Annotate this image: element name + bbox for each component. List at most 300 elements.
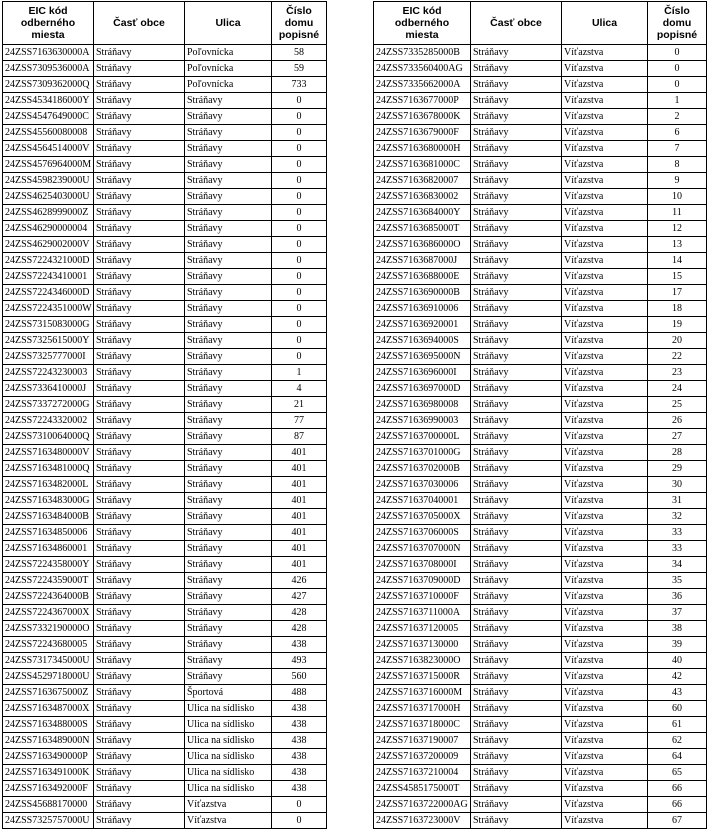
eic-code-cell: 24ZSS7163716000M — [374, 685, 471, 701]
eic-code-cell: 24ZSS7163678000K — [374, 109, 471, 125]
eic-code-cell: 24ZSS4628999000Z — [3, 205, 94, 221]
eic-code-cell: 24ZSS7163705000X — [374, 509, 471, 525]
cast-obce-cell: Stráňavy — [471, 413, 562, 429]
eic-code-cell: 24ZSS7325777000I — [3, 349, 94, 365]
cislo-domu-cell: 0 — [272, 173, 327, 189]
cislo-domu-cell: 0 — [272, 285, 327, 301]
header-eic-line-1: EIC kód — [402, 5, 442, 17]
ulica-cell: Stráňavy — [185, 189, 272, 205]
cislo-domu-cell: 29 — [648, 461, 707, 477]
cast-obce-cell: Stráňavy — [471, 269, 562, 285]
cast-obce-cell: Stráňavy — [471, 749, 562, 765]
cislo-domu-cell: 0 — [272, 189, 327, 205]
table-row — [3, 253, 327, 269]
cast-obce-cell: Stráňavy — [471, 493, 562, 509]
ulica-cell: Víťazstva — [562, 125, 648, 141]
cislo-domu-cell: 6 — [648, 125, 707, 141]
eic-code-cell: 24ZSS7335662000A — [374, 77, 471, 93]
eic-code-cell: 24ZSS7163695000N — [374, 349, 471, 365]
table-row — [374, 797, 707, 813]
eic-code-cell: 24ZSS7163717000H — [374, 701, 471, 717]
eic-code-cell: 24ZSS7163484000B — [3, 509, 94, 525]
cast-obce-cell: Stráňavy — [471, 61, 562, 77]
table-row — [374, 765, 707, 781]
ulica-cell: Stráňavy — [185, 317, 272, 333]
table-row — [3, 109, 327, 125]
header-eic-code — [374, 2, 471, 45]
cislo-domu-cell: 87 — [272, 429, 327, 445]
cast-obce-cell: Stráňavy — [471, 621, 562, 637]
cislo-domu-cell: 65 — [648, 765, 707, 781]
cast-obce-cell: Stráňavy — [94, 461, 185, 477]
cislo-domu-cell: 62 — [648, 733, 707, 749]
cast-obce-cell: Stráňavy — [471, 765, 562, 781]
table-row — [374, 573, 707, 589]
table-body-left — [3, 45, 327, 829]
eic-code-cell: 24ZSS7163675000Z — [3, 685, 94, 701]
table-row — [3, 173, 327, 189]
ulica-cell: Stráňavy — [185, 285, 272, 301]
ulica-cell: Víťazstva — [562, 349, 648, 365]
table-row — [3, 269, 327, 285]
table-row — [3, 509, 327, 525]
ulica-cell: Stráňavy — [185, 573, 272, 589]
cast-obce-cell: Stráňavy — [94, 109, 185, 125]
ulica-cell: Víťazstva — [562, 269, 648, 285]
cislo-domu-cell: 438 — [272, 765, 327, 781]
cislo-domu-cell: 64 — [648, 749, 707, 765]
ulica-cell: Víťazstva — [562, 445, 648, 461]
cast-obce-cell: Stráňavy — [471, 349, 562, 365]
ulica-cell: Stráňavy — [185, 461, 272, 477]
eic-code-cell: 24ZSS71637130000 — [374, 637, 471, 653]
cislo-domu-cell: 38 — [648, 621, 707, 637]
ulica-cell: Stráňavy — [185, 525, 272, 541]
cislo-domu-cell: 0 — [272, 109, 327, 125]
eic-code-cell: 24ZSS45560080008 — [3, 125, 94, 141]
table-header-row — [374, 2, 707, 45]
table-row — [3, 765, 327, 781]
ulica-cell: Víťazstva — [185, 797, 272, 813]
ulica-cell: Stráňavy — [185, 269, 272, 285]
eic-code-cell: 24ZSS72243410001 — [3, 269, 94, 285]
eic-code-cell: 24ZSS7163488000S — [3, 717, 94, 733]
ulica-cell: Víťazstva — [562, 621, 648, 637]
cislo-domu-cell: 493 — [272, 653, 327, 669]
cast-obce-cell: Stráňavy — [94, 365, 185, 381]
table-row — [3, 669, 327, 685]
eic-table-left — [2, 1, 327, 829]
ulica-cell: Víťazstva — [562, 317, 648, 333]
ulica-cell: Víťazstva — [562, 589, 648, 605]
ulica-cell: Víťazstva — [562, 525, 648, 541]
cast-obce-cell: Stráňavy — [471, 109, 562, 125]
cast-obce-cell: Stráňavy — [94, 477, 185, 493]
eic-code-cell: 24ZSS4629002000V — [3, 237, 94, 253]
eic-code-cell: 24ZSS7163490000P — [3, 749, 94, 765]
table-row — [374, 557, 707, 573]
table-row — [374, 509, 707, 525]
ulica-cell: Víťazstva — [562, 701, 648, 717]
ulica-cell: Víťazstva — [562, 637, 648, 653]
cast-obce-cell: Stráňavy — [94, 797, 185, 813]
cislo-domu-cell: 13 — [648, 237, 707, 253]
eic-code-cell: 24ZSS7315083000G — [3, 317, 94, 333]
eic-code-cell: 24ZSS7317345000U — [3, 653, 94, 669]
ulica-cell: Stráňavy — [185, 221, 272, 237]
eic-code-cell: 24ZSS7337272000G — [3, 397, 94, 413]
ulica-cell: Víťazstva — [562, 173, 648, 189]
eic-code-cell: 24ZSS7163630000A — [3, 45, 94, 61]
table-row — [374, 701, 707, 717]
ulica-cell: Víťazstva — [562, 493, 648, 509]
cislo-domu-cell: 401 — [272, 445, 327, 461]
eic-code-cell: 24ZSS7163708000I — [374, 557, 471, 573]
ulica-cell: Poľovnícka — [185, 61, 272, 77]
cislo-domu-cell: 33 — [648, 541, 707, 557]
eic-code-cell: 24ZSS7163680000H — [374, 141, 471, 157]
table-row — [3, 365, 327, 381]
cislo-domu-cell: 401 — [272, 477, 327, 493]
cast-obce-cell: Stráňavy — [471, 253, 562, 269]
cast-obce-cell: Stráňavy — [471, 637, 562, 653]
table-row — [374, 477, 707, 493]
ulica-cell: Víťazstva — [562, 333, 648, 349]
ulica-cell: Víťazstva — [562, 733, 648, 749]
cast-obce-cell: Stráňavy — [94, 205, 185, 221]
table-row — [3, 621, 327, 637]
cast-obce-cell: Stráňavy — [471, 541, 562, 557]
table-row — [374, 333, 707, 349]
cast-obce-cell: Stráňavy — [471, 157, 562, 173]
cislo-domu-cell: 0 — [272, 301, 327, 317]
eic-code-cell: 24ZSS4576964000M — [3, 157, 94, 173]
ulica-cell: Stráňavy — [185, 413, 272, 429]
eic-code-cell: 24ZSS4534186000Y — [3, 93, 94, 109]
cislo-domu-cell: 1 — [272, 365, 327, 381]
ulica-cell: Víťazstva — [562, 813, 648, 829]
cast-obce-cell: Stráňavy — [94, 509, 185, 525]
cast-obce-cell: Stráňavy — [471, 365, 562, 381]
eic-code-cell: 24ZSS7163715000R — [374, 669, 471, 685]
cast-obce-cell: Stráňavy — [94, 573, 185, 589]
ulica-cell: Víťazstva — [562, 93, 648, 109]
table-row — [374, 125, 707, 141]
cast-obce-cell: Stráňavy — [94, 173, 185, 189]
eic-code-cell: 24ZSS7163482000L — [3, 477, 94, 493]
table-row — [3, 797, 327, 813]
cislo-domu-cell: 0 — [272, 93, 327, 109]
eic-code-cell: 24ZSS71636990003 — [374, 413, 471, 429]
ulica-cell: Víťazstva — [185, 813, 272, 829]
cast-obce-cell: Stráňavy — [471, 141, 562, 157]
cislo-domu-cell: 1 — [648, 93, 707, 109]
cislo-domu-cell: 77 — [272, 413, 327, 429]
ulica-cell: Ulica na sídlisko — [185, 765, 272, 781]
ulica-cell: Víťazstva — [562, 669, 648, 685]
cislo-domu-cell: 40 — [648, 653, 707, 669]
table-row — [374, 525, 707, 541]
cislo-domu-cell: 43 — [648, 685, 707, 701]
cislo-domu-cell: 23 — [648, 365, 707, 381]
ulica-cell: Víťazstva — [562, 541, 648, 557]
cislo-domu-cell: 733 — [272, 77, 327, 93]
table-row — [374, 349, 707, 365]
header-eic-line-3: miesta — [405, 29, 439, 41]
cislo-domu-cell: 42 — [648, 669, 707, 685]
cislo-domu-cell: 401 — [272, 509, 327, 525]
cislo-domu-cell: 0 — [272, 221, 327, 237]
cast-obce-cell: Stráňavy — [94, 189, 185, 205]
cast-obce-cell: Stráňavy — [471, 285, 562, 301]
table-row — [3, 445, 327, 461]
header-cislo-domu — [648, 2, 707, 45]
ulica-cell: Víťazstva — [562, 429, 648, 445]
cast-obce-cell: Stráňavy — [471, 205, 562, 221]
ulica-cell: Stráňavy — [185, 349, 272, 365]
table-row — [3, 461, 327, 477]
eic-code-cell: 24ZSS7163700000L — [374, 429, 471, 445]
cislo-domu-cell: 560 — [272, 669, 327, 685]
cislo-domu-cell: 18 — [648, 301, 707, 317]
eic-code-cell: 24ZSS7325615000Y — [3, 333, 94, 349]
ulica-cell: Stráňavy — [185, 141, 272, 157]
table-row — [374, 653, 707, 669]
ulica-cell: Stráňavy — [185, 493, 272, 509]
eic-code-cell: 24ZSS7163480000V — [3, 445, 94, 461]
table-row — [374, 269, 707, 285]
ulica-cell: Stráňavy — [185, 173, 272, 189]
ulica-cell: Stráňavy — [185, 109, 272, 125]
cislo-domu-cell: 401 — [272, 525, 327, 541]
cislo-domu-cell: 0 — [272, 253, 327, 269]
table-row — [3, 189, 327, 205]
table-row — [374, 461, 707, 477]
ulica-cell: Stráňavy — [185, 397, 272, 413]
eic-code-cell: 24ZSS7163489000N — [3, 733, 94, 749]
cislo-domu-cell: 19 — [648, 317, 707, 333]
eic-code-cell: 24ZSS4625403000U — [3, 189, 94, 205]
ulica-cell: Víťazstva — [562, 477, 648, 493]
ulica-cell: Víťazstva — [562, 301, 648, 317]
ulica-cell: Stráňavy — [185, 157, 272, 173]
table-row — [3, 429, 327, 445]
eic-code-cell: 24ZSS7163487000X — [3, 701, 94, 717]
cast-obce-cell: Stráňavy — [94, 45, 185, 61]
cast-obce-cell: Stráňavy — [94, 493, 185, 509]
ulica-cell: Víťazstva — [562, 717, 648, 733]
header-cislo-line-3: popisné — [656, 29, 698, 41]
cast-obce-cell: Stráňavy — [94, 429, 185, 445]
eic-code-cell: 24ZSS7224351000W — [3, 301, 94, 317]
cislo-domu-cell: 66 — [648, 797, 707, 813]
table-row — [374, 221, 707, 237]
header-cislo-line-2: domu — [662, 17, 692, 29]
table-row — [3, 301, 327, 317]
table-row — [374, 669, 707, 685]
cislo-domu-cell: 25 — [648, 397, 707, 413]
cast-obce-cell: Stráňavy — [471, 381, 562, 397]
cislo-domu-cell: 30 — [648, 477, 707, 493]
eic-code-cell: 24ZSS7163711000A — [374, 605, 471, 621]
cislo-domu-cell: 12 — [648, 221, 707, 237]
header-eic-line-2: odberného — [20, 17, 76, 29]
table-row — [374, 589, 707, 605]
cislo-domu-cell: 0 — [648, 61, 707, 77]
ulica-cell: Stráňavy — [185, 669, 272, 685]
cast-obce-cell: Stráňavy — [94, 653, 185, 669]
ulica-cell: Stráňavy — [185, 653, 272, 669]
cast-obce-cell: Stráňavy — [471, 125, 562, 141]
cast-obce-cell: Stráňavy — [94, 61, 185, 77]
eic-code-cell: 24ZSS7224321000D — [3, 253, 94, 269]
eic-code-cell: 24ZSS7163687000J — [374, 253, 471, 269]
cast-obce-cell: Stráňavy — [471, 525, 562, 541]
cislo-domu-cell: 0 — [272, 237, 327, 253]
ulica-cell: Stráňavy — [185, 365, 272, 381]
eic-code-cell: 24ZSS7163718000C — [374, 717, 471, 733]
cislo-domu-cell: 0 — [272, 269, 327, 285]
cislo-domu-cell: 36 — [648, 589, 707, 605]
ulica-cell: Poľovnícka — [185, 45, 272, 61]
cast-obce-cell: Stráňavy — [94, 413, 185, 429]
cast-obce-cell: Stráňavy — [94, 349, 185, 365]
eic-code-cell: 24ZSS7163483000G — [3, 493, 94, 509]
cislo-domu-cell: 0 — [272, 157, 327, 173]
cislo-domu-cell: 426 — [272, 573, 327, 589]
cast-obce-cell: Stráňavy — [94, 93, 185, 109]
cislo-domu-cell: 10 — [648, 189, 707, 205]
eic-code-cell: 24ZSS71636920001 — [374, 317, 471, 333]
cislo-domu-cell: 0 — [272, 349, 327, 365]
eic-table-right — [373, 1, 707, 829]
table-row — [374, 189, 707, 205]
table-row — [374, 285, 707, 301]
eic-code-cell: 24ZSS7163690000B — [374, 285, 471, 301]
eic-code-cell: 24ZSS7224367000X — [3, 605, 94, 621]
eic-code-cell: 24ZSS7163685000T — [374, 221, 471, 237]
cislo-domu-cell: 0 — [272, 205, 327, 221]
eic-code-cell: 24ZSS46290000004 — [3, 221, 94, 237]
table-row — [3, 317, 327, 333]
table-row — [3, 61, 327, 77]
cislo-domu-cell: 0 — [272, 125, 327, 141]
cast-obce-cell: Stráňavy — [471, 733, 562, 749]
cast-obce-cell: Stráňavy — [471, 557, 562, 573]
cast-obce-cell: Stráňavy — [94, 557, 185, 573]
header-cast-obce: Časť obce — [94, 2, 185, 45]
table-body-right — [374, 45, 707, 829]
eic-code-cell: 24ZSS71636820007 — [374, 173, 471, 189]
eic-code-cell: 24ZSS45688170000 — [3, 797, 94, 813]
cislo-domu-cell: 14 — [648, 253, 707, 269]
cast-obce-cell: Stráňavy — [471, 781, 562, 797]
cislo-domu-cell: 11 — [648, 205, 707, 221]
table-row — [3, 381, 327, 397]
cislo-domu-cell: 488 — [272, 685, 327, 701]
ulica-cell: Víťazstva — [562, 189, 648, 205]
cast-obce-cell: Stráňavy — [94, 701, 185, 717]
cast-obce-cell: Stráňavy — [471, 333, 562, 349]
eic-code-cell: 24ZSS4564514000V — [3, 141, 94, 157]
table-row — [374, 781, 707, 797]
table-row — [374, 301, 707, 317]
cast-obce-cell: Stráňavy — [94, 733, 185, 749]
header-cislo-line-1: Číslo — [286, 5, 312, 17]
table-row — [374, 493, 707, 509]
header-cast-obce: Časť obce — [471, 2, 562, 45]
ulica-cell: Poľovnícka — [185, 77, 272, 93]
eic-code-cell: 24ZSS71637190007 — [374, 733, 471, 749]
cast-obce-cell: Stráňavy — [471, 701, 562, 717]
table-row — [374, 61, 707, 77]
table-row — [3, 733, 327, 749]
table-row — [374, 685, 707, 701]
cast-obce-cell: Stráňavy — [471, 221, 562, 237]
eic-code-cell: 24ZSS4547649000C — [3, 109, 94, 125]
cast-obce-cell: Stráňavy — [94, 221, 185, 237]
cislo-domu-cell: 438 — [272, 733, 327, 749]
cast-obce-cell: Stráňavy — [94, 589, 185, 605]
cast-obce-cell: Stráňavy — [471, 397, 562, 413]
table-row — [374, 717, 707, 733]
header-cislo-line-1: Číslo — [664, 5, 690, 17]
ulica-cell: Stráňavy — [185, 605, 272, 621]
cislo-domu-cell: 37 — [648, 605, 707, 621]
ulica-cell: Víťazstva — [562, 285, 648, 301]
eic-code-cell: 24ZSS7163491000K — [3, 765, 94, 781]
eic-code-cell: 24ZSS7224364000B — [3, 589, 94, 605]
eic-code-cell: 24ZSS7163701000G — [374, 445, 471, 461]
table-row — [3, 653, 327, 669]
cislo-domu-cell: 22 — [648, 349, 707, 365]
cislo-domu-cell: 27 — [648, 429, 707, 445]
ulica-cell: Víťazstva — [562, 381, 648, 397]
ulica-cell: Športová — [185, 685, 272, 701]
eic-code-cell: 24ZSS7163684000Y — [374, 205, 471, 221]
cast-obce-cell: Stráňavy — [94, 317, 185, 333]
eic-code-cell: 24ZSS7309536000A — [3, 61, 94, 77]
table-row — [3, 637, 327, 653]
cislo-domu-cell: 428 — [272, 605, 327, 621]
cislo-domu-cell: 60 — [648, 701, 707, 717]
cast-obce-cell: Stráňavy — [94, 141, 185, 157]
eic-code-cell: 24ZSS7163688000E — [374, 269, 471, 285]
cast-obce-cell: Stráňavy — [94, 541, 185, 557]
cast-obce-cell: Stráňavy — [471, 477, 562, 493]
cislo-domu-cell: 8 — [648, 157, 707, 173]
header-cislo-line-2: domu — [284, 17, 314, 29]
ulica-cell: Stráňavy — [185, 557, 272, 573]
cast-obce-cell: Stráňavy — [94, 157, 185, 173]
cast-obce-cell: Stráňavy — [94, 749, 185, 765]
table-row — [3, 205, 327, 221]
table-row — [374, 141, 707, 157]
cast-obce-cell: Stráňavy — [471, 605, 562, 621]
cast-obce-cell: Stráňavy — [471, 173, 562, 189]
header-eic-line-3: miesta — [31, 29, 65, 41]
table-row — [3, 525, 327, 541]
ulica-cell: Stráňavy — [185, 237, 272, 253]
cislo-domu-cell: 66 — [648, 781, 707, 797]
table-row — [3, 813, 327, 829]
cislo-domu-cell: 34 — [648, 557, 707, 573]
cast-obce-cell: Stráňavy — [94, 669, 185, 685]
cast-obce-cell: Stráňavy — [94, 765, 185, 781]
ulica-cell: Víťazstva — [562, 141, 648, 157]
ulica-cell: Víťazstva — [562, 653, 648, 669]
table-row — [3, 349, 327, 365]
